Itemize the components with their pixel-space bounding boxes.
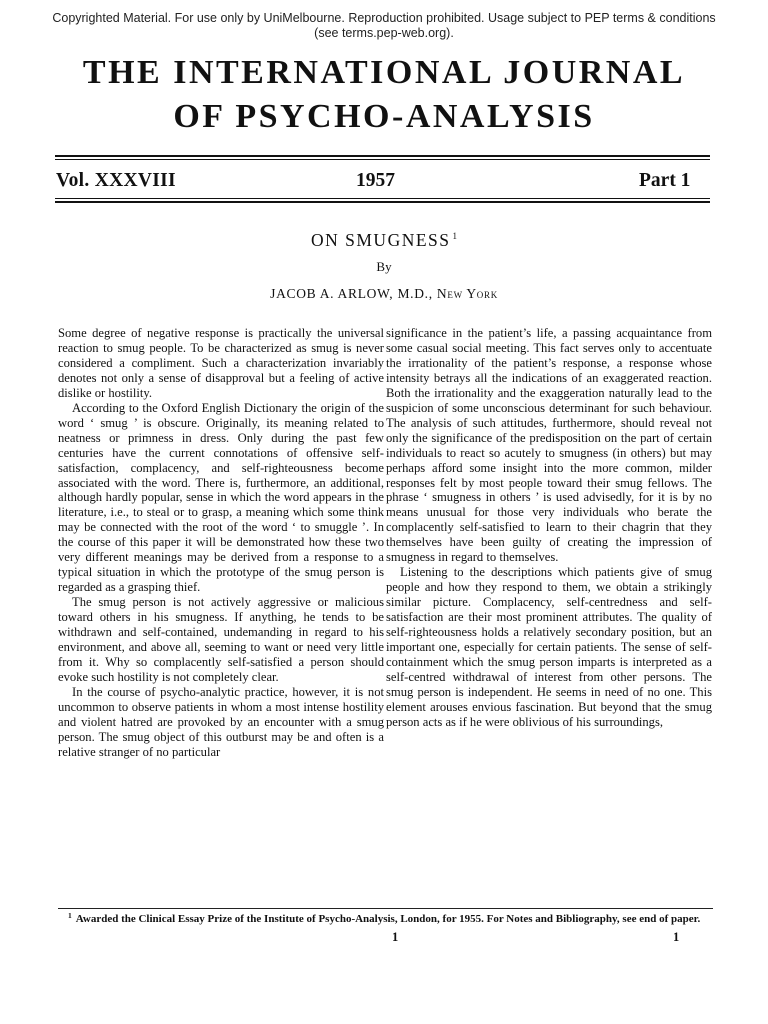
- journal-title-line2: OF PSYCHO-ANALYSIS: [173, 98, 595, 135]
- byline-by: By: [376, 259, 392, 274]
- part-label: Part 1: [639, 170, 691, 191]
- author-line: [0, 286, 768, 302]
- paragraph: In the course of psycho-analytic practice, however, it is not uncommon to observe patients in whom a most intense hostility and violent hatred are provoked by an encounter with a smug person. The smug object of this outburst may be and often is a relative stranger of no particular: [58, 684, 384, 759]
- paragraph: The smug person is not actively aggressive or malicious toward others in his smugness. If anything, he tends to be withdrawn and self-contained, undemanding in regard to his environment, and above all, seeming to want or need very little from it. Why so complacently self-satisfied a person should evoke such hostility is not completely clear.: [58, 595, 384, 684]
- header-rule-bottom: [55, 201, 710, 203]
- paragraph: According to the Oxford English Dictionary the origin of the word ‘ smug ’ is obscure. Originally, its meaning related to neatness or primness in dress. Only during the past few centuries have the current connotations of offensive self-satisfaction, complacency, and self-righteousness become associated with the word. There is, furthermore, an additional, although hardly popular, sense in which the word appears in the literature, i.e., to steal or to grasp, a meaning which some think may be connected with the root of the word ‘ to smuggle ’. In the course of this paper it will be demonstrated how these two very different meanings may be derived from a response to a typical situation in which the prototype of the smug person is regarded as a grasping thief.: [58, 400, 384, 595]
- paragraph: significance in the patient’s life, a passing acquaintance from some casual social meeting. This fact serves only to accentuate the irrationality of the patient’s response, a response whose intensity betrays all the indications of an exaggerated reaction. Both the irrationality and the exaggeration naturally lead to the suspicion of some unconscious determinant for such behaviour. The analysis of such attitudes, furthermore, should reveal not only the significance of the predisposition on the part of certain individuals to react so acutely to smugness (in others) but may perhaps afford some insight into the more common, milder responses felt by most people toward their smug fellows. The phrase ‘ smugness in others ’ is used advisedly, for it is by no means unusual for those very individuals who berate the complacently self-satisfied to learn to their chagrin that they themselves have been guilty of creating the impression of smugness in regard to themselves.: [386, 326, 712, 565]
- header-rule-bottom-thin: [55, 198, 710, 199]
- right-column: [386, 326, 712, 730]
- header-rule-top: [55, 155, 710, 157]
- journal-title-line1: THE INTERNATIONAL JOURNAL: [82, 54, 686, 91]
- article-title-note-marker: 1: [452, 231, 457, 241]
- author-place: New York: [436, 286, 498, 301]
- paragraph: Some degree of negative response is practically the universal reaction to smug people. To be characterized as smug is never considered a compliment. Such a characterization invariably denotes not only a sense of disapproval but a feeling of active dislike or hostility.: [58, 326, 384, 400]
- page-number-right: 1: [673, 930, 680, 944]
- year-label: 1957: [356, 170, 395, 191]
- article-title: [0, 226, 768, 250]
- author-name: JACOB A. ARLOW, M.D.,: [270, 286, 433, 301]
- left-column: [58, 326, 384, 760]
- paragraph: Listening to the descriptions which patients give of smug people and how they respond to them, we obtain a strikingly similar picture. Complacency, self-centredness and self-satisfaction are their most prominent attributes. The quality of self-righteousness holds a relatively secondary position, but an important one, especially for certain patients. The sense of self-containment which the smug person imparts is interpreted as a self-centred withdrawal of interest from other persons. The smug person is independent. He seems in need of no one. This element arouses envious fascination. But beyond that the smug person acts as if he were oblivious of his surroundings,: [386, 565, 712, 729]
- footnote: [58, 909, 718, 926]
- volume-label: Vol. XXXVIII: [56, 170, 176, 191]
- article-title-text: ON SMUGNESS: [310, 230, 451, 250]
- header-rule-top-thin: [55, 159, 710, 160]
- copyright-notice: Copyrighted Material. For use only by UniMelbourne. Reproduction prohibited. Usage subject to PEP terms & conditions (see terms.pep-web.org).: [52, 11, 716, 40]
- page-number-center: 1: [392, 930, 399, 944]
- footnote-marker: 1: [68, 911, 72, 920]
- footnote-text: Awarded the Clinical Essay Prize of the Institute of Psycho-Analysis, London, for 1955. For Notes and Bibliography, see end of paper.: [75, 913, 701, 925]
